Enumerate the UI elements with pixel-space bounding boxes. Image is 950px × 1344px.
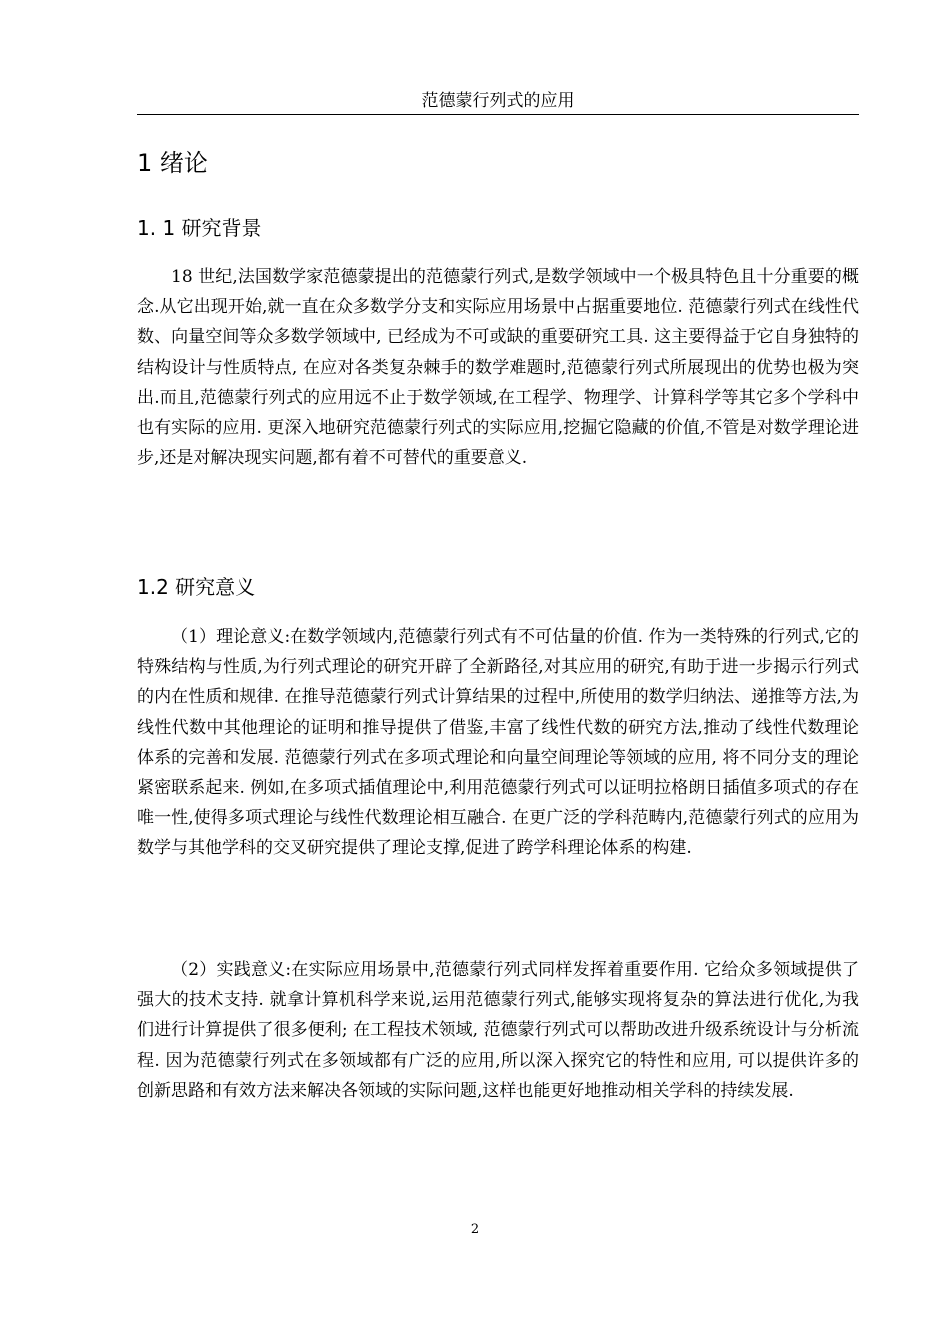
header-divider	[137, 114, 859, 115]
chapter-title: 1 绪论	[137, 149, 208, 177]
paragraph-background: 18 世纪,法国数学家范德蒙提出的范德蒙行列式,是数学领域中一个极具特色且十分重要的概念.从它出现开始,就一直在众多数学分支和实际应用场景中占据重要地位. 范德蒙行列式在线性代数、向量空间等众多数学领域中, 已经成为不可或缺的重要研究工具. 这主要得益于它自身独特的结构设计与性质特点, 在应对各类复杂棘手的数学难题时,范德蒙行列式所展现出的优势也极为突出.而且,范德蒙行列式的应用远不止于数学领域,在工程学、物理学、计算科学等其它多个学科中也有实际的应用. 更深入地研究范德蒙行列式的实际应用,挖掘它隐藏的价值,不管是对数学理论进步,还是对解决现实问题,都有着不可替代的重要意义.	[137, 267, 859, 469]
paragraph-practical-significance: （2）实践意义:在实际应用场景中,范德蒙行列式同样发挥着重要作用. 它给众多领域提供了强大的技术支持. 就拿计算机科学来说,运用范德蒙行列式,能够实现将复杂的算法进行优化,为我们进行计算提供了很多便利; 在工程技术领域, 范德蒙行列式可以帮助改进升级系统设计与分析流程. 因为范德蒙行列式在多领域都有广泛的应用,所以深入探究它的特性和应用, 可以提供许多的创新思路和有效方法来解决各领域的实际问题,这样也能更好地推动相关学科的持续发展.	[137, 960, 859, 1101]
section-title-background: 1. 1 研究背景	[137, 216, 262, 240]
page-number: 2	[470, 1222, 480, 1237]
paragraph-theoretical-significance: （1）理论意义:在数学领域内,范德蒙行列式有不可估量的价值. 作为一类特殊的行列式,它的特殊结构与性质,为行列式理论的研究开辟了全新路径,对其应用的研究,有助于进一步揭示行列式的内在性质和规律. 在推导范德蒙行列式计算结果的过程中,所使用的数学归纳法、递推等方法,为线性代数中其他理论的证明和推导提供了借鉴,丰富了线性代数的研究方法,推动了线性代数理论体系的完善和发展. 范德蒙行列式在多项式理论和向量空间理论等领域的应用, 将不同分支的理论紧密联系起来. 例如,在多项式插值理论中,利用范德蒙行列式可以证明拉格朗日插值多项式的存在唯一性,使得多项式理论与线性代数理论相互融合. 在更广泛的学科范畴内,范德蒙行列式的应用为数学与其他学科的交叉研究提供了理论支撑,促进了跨学科理论体系的构建.	[137, 627, 859, 859]
running-header: 范德蒙行列式的应用	[421, 91, 575, 111]
section-title-significance: 1.2 研究意义	[137, 575, 256, 599]
